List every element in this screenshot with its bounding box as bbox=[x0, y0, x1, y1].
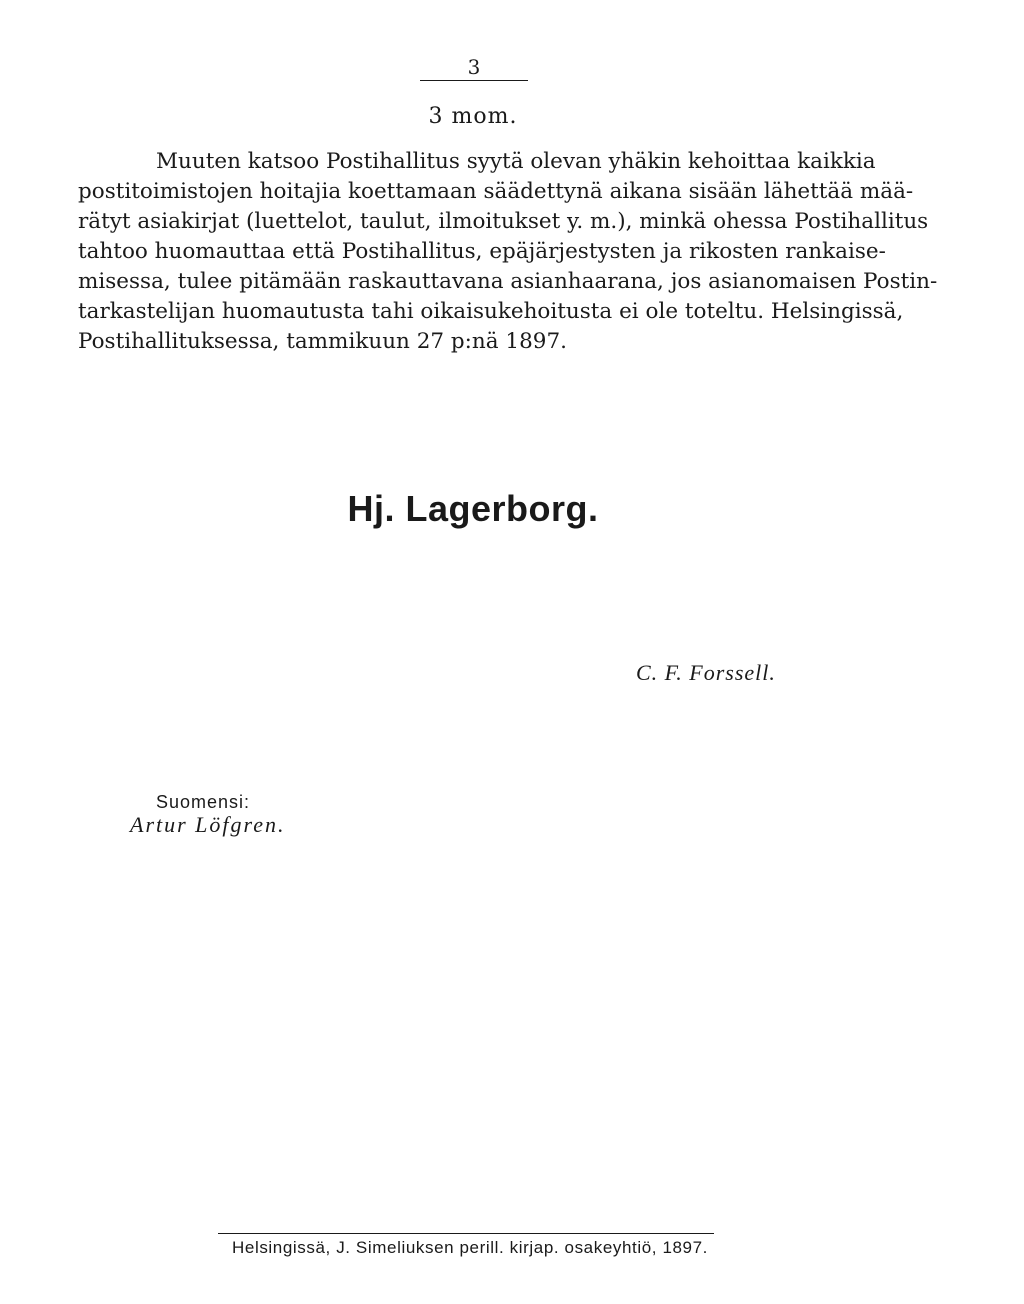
body-line: postitoimistojen hoitajia koettamaan säädettynä aikana sisään lähettää mää- bbox=[78, 179, 914, 204]
countersignatory-name: C. F. Forssell. bbox=[636, 660, 776, 685]
translator-name: Artur Löfgren. bbox=[130, 812, 286, 837]
section-heading: 3 mom. bbox=[428, 104, 518, 129]
body-line: tahtoo huomauttaa että Postihallitus, epäjärjestysten ja rikosten rankaise- bbox=[78, 239, 886, 264]
page-number: 3 bbox=[420, 56, 528, 81]
body-line: misessa, tulee pitämään raskauttavana asianhaarana, jos asianomaisen Postin- bbox=[78, 269, 938, 294]
printer-imprint: Helsingissä, J. Simeliuksen perill. kirjap. osakeyhtiö, 1897. bbox=[232, 1238, 708, 1257]
translator-label: Suomensi: bbox=[156, 792, 251, 812]
body-line: Muuten katsoo Postihallitus syytä olevan yhäkin kehoittaa kaikkia bbox=[156, 149, 876, 174]
imprint-divider bbox=[218, 1233, 714, 1234]
body-paragraph bbox=[78, 147, 938, 357]
body-line: Postihallituksessa, tammikuun 27 p:nä 1897. bbox=[78, 329, 567, 354]
body-line: tarkastelijan huomautusta tahi oikaisukehoitusta ei ole toteltu. Helsingissä, bbox=[78, 299, 904, 324]
body-line: rätyt asiakirjat (luettelot, taulut, ilmoitukset y. m.), minkä ohessa Postihallitus bbox=[78, 209, 929, 234]
signatory-name: Hj. Lagerborg. bbox=[347, 488, 599, 529]
